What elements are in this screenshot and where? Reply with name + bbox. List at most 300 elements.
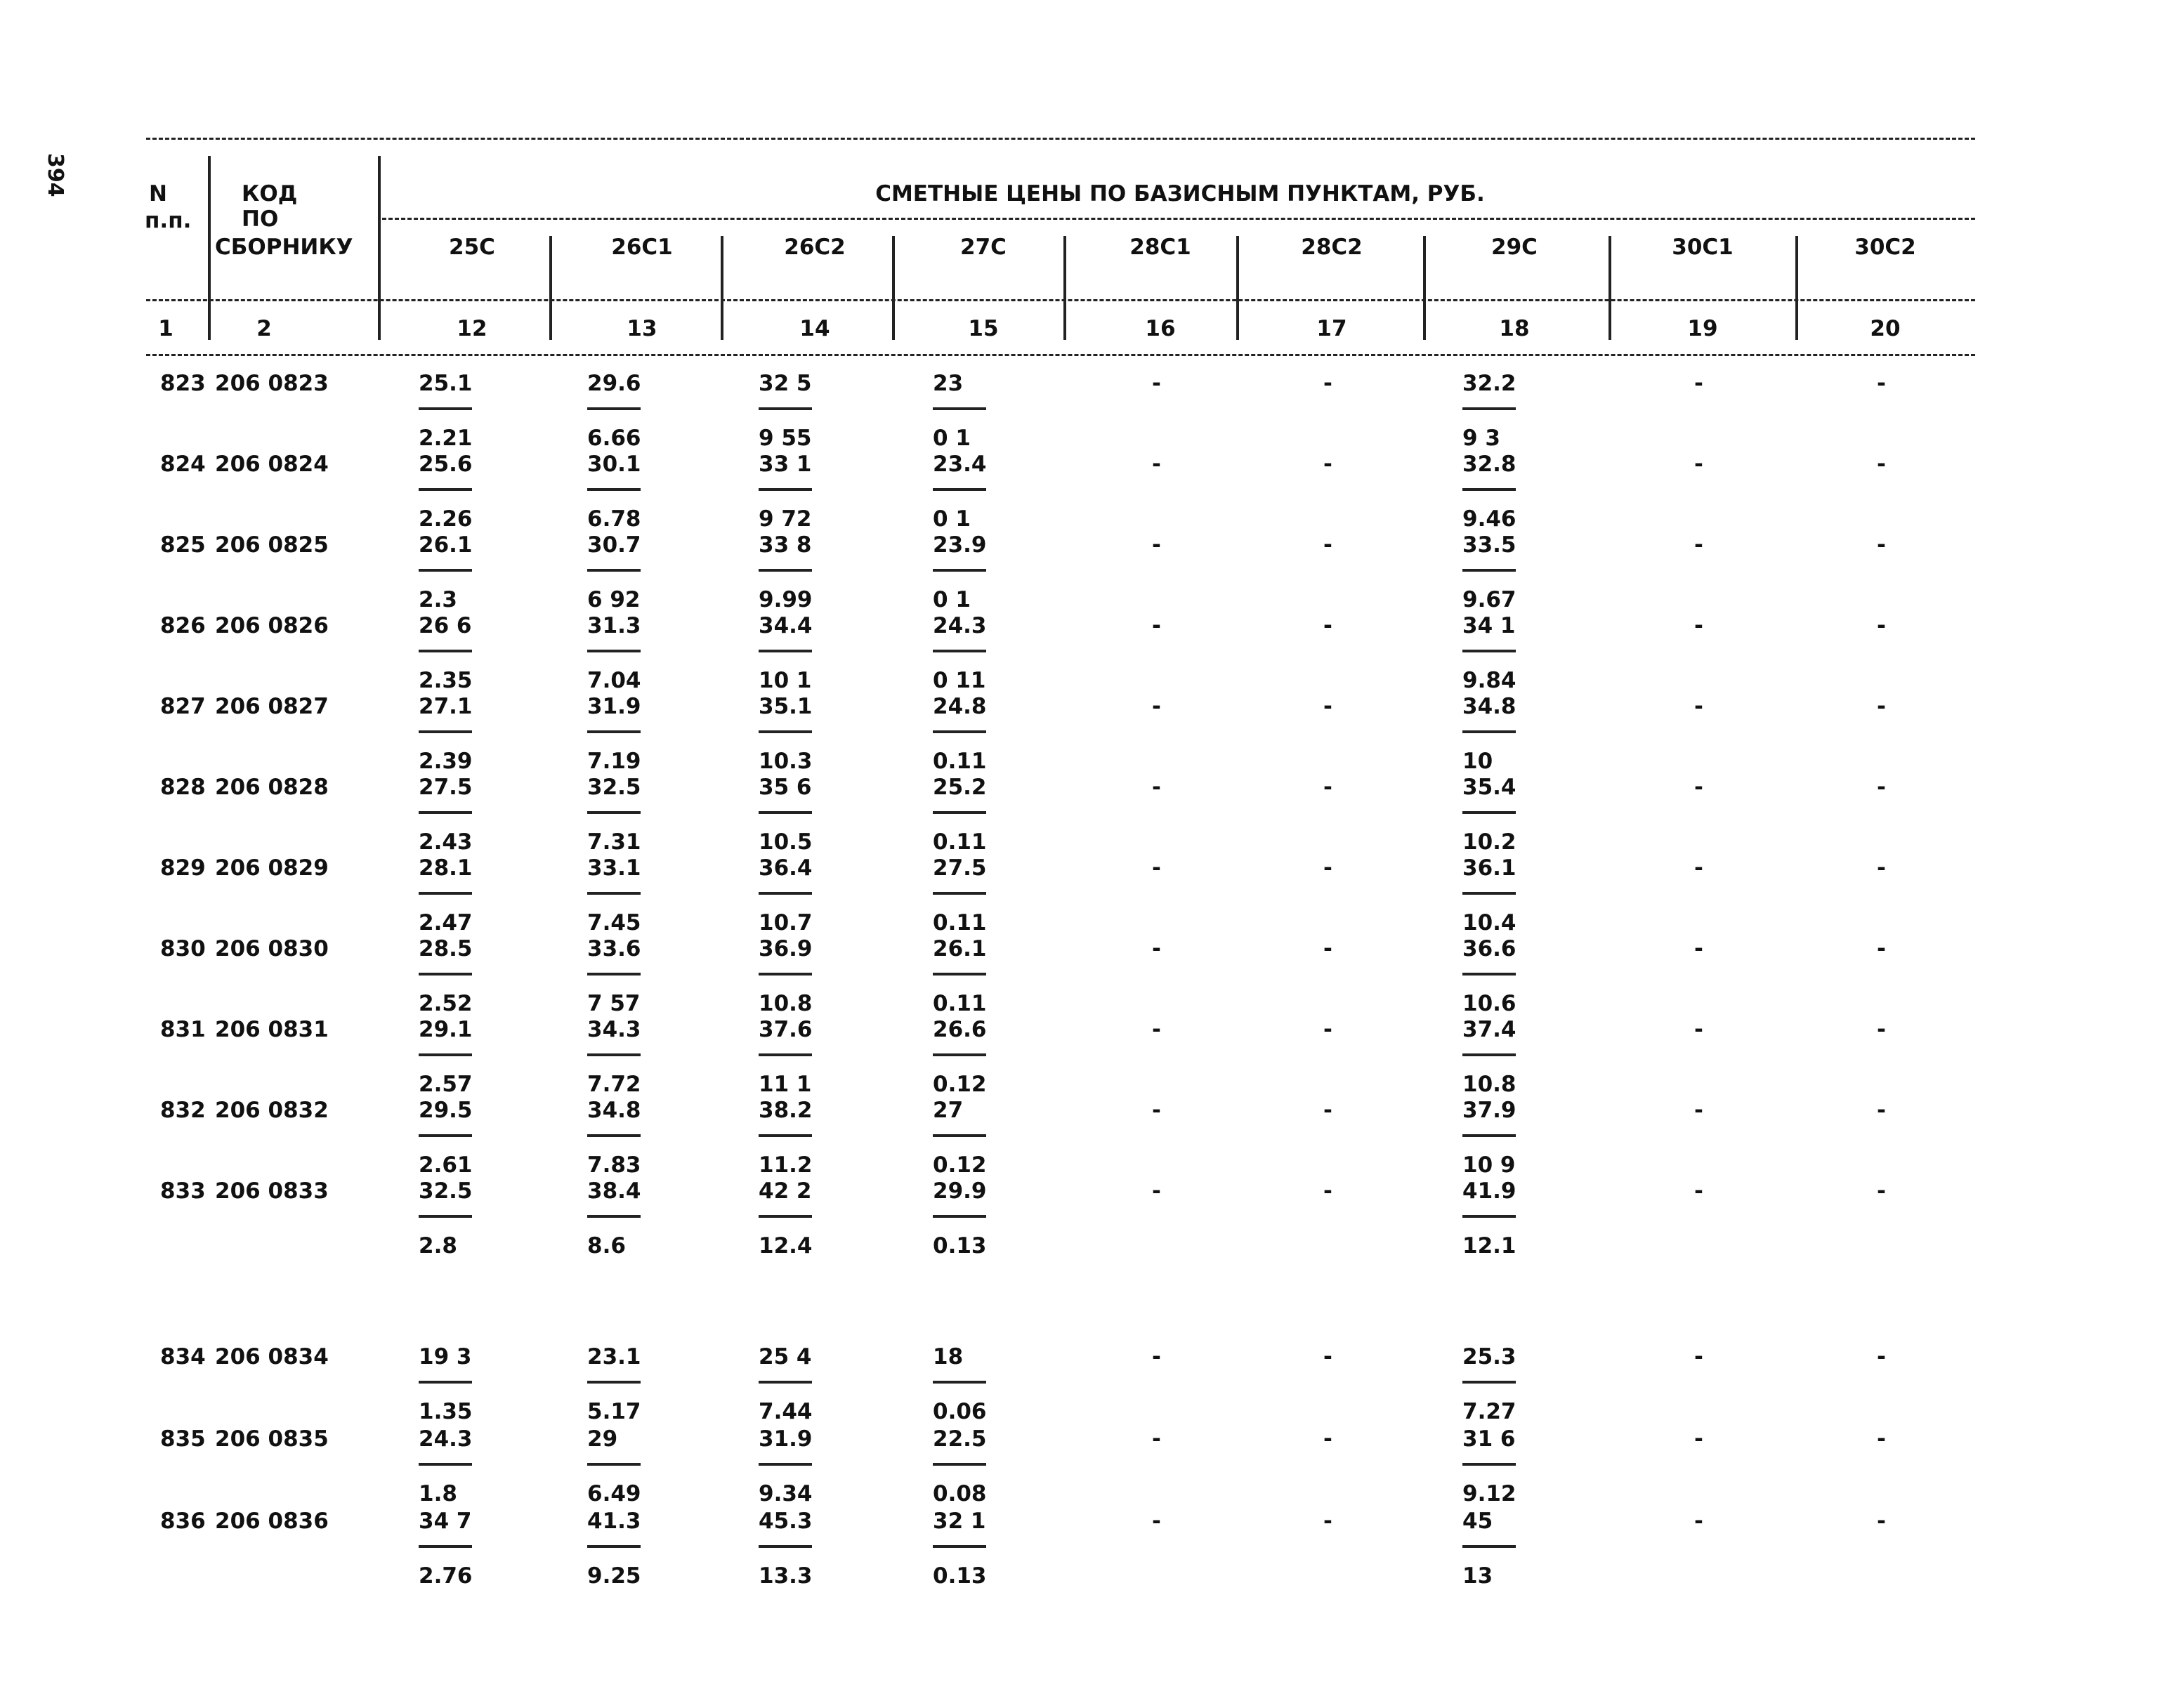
column-number: 20 [1870, 316, 1901, 341]
numbers-bottom-rule [146, 354, 1975, 356]
table-top-rule [146, 138, 1975, 140]
price-subvalue: 13.3 [759, 1563, 813, 1589]
header-separator [721, 236, 723, 340]
column-number: 15 [968, 316, 999, 341]
price-subvalue: 2.26 [419, 506, 473, 532]
column-number: 13 [627, 316, 657, 341]
price-value: 37.4 [1462, 1017, 1516, 1042]
empty-value-dash: - [1323, 532, 1332, 558]
empty-value-dash: - [1694, 1426, 1703, 1452]
fraction-bar [933, 973, 986, 975]
column-heading: 28С2 [1301, 235, 1363, 260]
price-subvalue: 7.04 [587, 668, 641, 693]
empty-value-dash: - [1323, 694, 1332, 719]
price-subvalue: 8.6 [587, 1233, 626, 1259]
empty-value-dash: - [1694, 1017, 1703, 1042]
column-number: 14 [799, 316, 830, 341]
header-pp: п.п. [145, 208, 192, 233]
empty-value-dash: - [1323, 452, 1332, 477]
price-value: 45.3 [759, 1509, 813, 1534]
fraction-bar [759, 811, 812, 814]
row-number: 836 [160, 1509, 206, 1534]
price-subvalue: 11.2 [759, 1152, 813, 1178]
price-subvalue: 2.3 [419, 587, 457, 612]
price-subvalue: 1.35 [419, 1399, 473, 1424]
row-number: 834 [160, 1344, 206, 1369]
price-subvalue: 10.2 [1462, 829, 1516, 855]
price-value: 23.1 [587, 1344, 641, 1369]
price-value: 32.5 [587, 775, 641, 800]
price-subvalue: 11 1 [759, 1072, 812, 1097]
price-value: 32.2 [1462, 371, 1516, 396]
price-subvalue: 2.35 [419, 668, 473, 693]
row-code: 206 0836 [215, 1509, 329, 1534]
price-value: 32.8 [1462, 452, 1516, 477]
column-number: 19 [1687, 316, 1718, 341]
price-subvalue: 0 1 [933, 506, 971, 532]
row-code: 206 0826 [215, 613, 329, 638]
price-subvalue: 2.8 [419, 1233, 457, 1259]
price-value: 24.3 [933, 613, 987, 638]
price-value: 23.9 [933, 532, 987, 558]
price-value: 23 [933, 371, 964, 396]
price-subvalue: 10.8 [1462, 1072, 1516, 1097]
price-subvalue: 6.78 [587, 506, 641, 532]
price-subvalue: 7.45 [587, 910, 641, 935]
fraction-bar [759, 1053, 812, 1056]
price-value: 33.6 [587, 936, 641, 961]
price-subvalue: 0.08 [933, 1481, 987, 1506]
price-subvalue: 9.34 [759, 1481, 813, 1506]
header-code-po: ПО [242, 206, 279, 232]
row-code: 206 0834 [215, 1344, 329, 1369]
fraction-bar [419, 1545, 472, 1548]
price-subvalue: 7.27 [1462, 1399, 1516, 1424]
fraction-bar [587, 1381, 641, 1384]
price-subvalue: 10.5 [759, 829, 813, 855]
price-subvalue: 10 9 [1462, 1152, 1516, 1178]
price-value: 26.1 [419, 532, 473, 558]
price-value: 29.1 [419, 1017, 473, 1042]
fraction-bar [419, 407, 472, 410]
fraction-bar [759, 892, 812, 895]
fraction-bar [1462, 730, 1516, 733]
price-value: 27.5 [419, 775, 473, 800]
empty-value-dash: - [1694, 371, 1703, 396]
price-value: 38.2 [759, 1098, 813, 1123]
price-value: 31.3 [587, 613, 641, 638]
empty-value-dash: - [1323, 936, 1332, 961]
fraction-bar [587, 892, 641, 895]
price-value: 25.2 [933, 775, 987, 800]
price-value: 31.9 [759, 1426, 813, 1452]
empty-value-dash: - [1877, 452, 1886, 477]
fraction-bar [587, 730, 641, 733]
row-code: 206 0829 [215, 855, 329, 881]
empty-value-dash: - [1152, 371, 1161, 396]
fraction-bar [587, 569, 641, 572]
fraction-bar [1462, 892, 1516, 895]
price-subvalue: 10 1 [759, 668, 812, 693]
fraction-bar [933, 650, 986, 652]
price-subvalue: 10 [1462, 749, 1493, 774]
fraction-bar [759, 569, 812, 572]
price-value: 26 6 [419, 613, 472, 638]
price-subvalue: 5.17 [587, 1399, 641, 1424]
price-value: 25.6 [419, 452, 473, 477]
empty-value-dash: - [1152, 1098, 1161, 1123]
fraction-bar [933, 1545, 986, 1548]
price-subvalue: 6.66 [587, 426, 641, 451]
row-code: 206 0832 [215, 1098, 329, 1123]
fraction-bar [933, 1053, 986, 1056]
empty-value-dash: - [1323, 1344, 1332, 1369]
empty-value-dash: - [1152, 694, 1161, 719]
row-number: 823 [160, 371, 206, 396]
price-value: 29.5 [419, 1098, 473, 1123]
price-value: 29 [587, 1426, 618, 1452]
price-subvalue: 9 55 [759, 426, 812, 451]
row-code: 206 0827 [215, 694, 329, 719]
header-separator [1423, 236, 1426, 340]
price-value: 31.9 [587, 694, 641, 719]
price-value: 41.9 [1462, 1178, 1516, 1204]
fraction-bar [933, 892, 986, 895]
price-subvalue: 0.11 [933, 749, 987, 774]
price-value: 36.4 [759, 855, 813, 881]
price-subvalue: 0.11 [933, 910, 987, 935]
fraction-bar [419, 730, 472, 733]
price-subvalue: 7 57 [587, 991, 641, 1016]
row-number: 825 [160, 532, 206, 558]
column-heading: 25С [449, 235, 495, 260]
price-value: 33 8 [759, 532, 812, 558]
empty-value-dash: - [1877, 1178, 1886, 1204]
fraction-bar [419, 1463, 472, 1466]
column-number: 2 [256, 316, 272, 341]
fraction-bar [1462, 407, 1516, 410]
empty-value-dash: - [1323, 371, 1332, 396]
price-subvalue: 6 92 [587, 587, 641, 612]
row-code: 206 0823 [215, 371, 329, 396]
column-number: 1 [158, 316, 173, 341]
fraction-bar [419, 892, 472, 895]
fraction-bar [759, 407, 812, 410]
price-subvalue: 9.12 [1462, 1481, 1516, 1506]
empty-value-dash: - [1694, 855, 1703, 881]
header-separator [208, 156, 211, 340]
fraction-bar [933, 811, 986, 814]
price-value: 36.6 [1462, 936, 1516, 961]
fraction-bar [759, 488, 812, 491]
empty-value-dash: - [1694, 532, 1703, 558]
price-subvalue: 2.43 [419, 829, 473, 855]
header-separator [892, 236, 895, 340]
fraction-bar [1462, 1215, 1516, 1218]
empty-value-dash: - [1694, 452, 1703, 477]
empty-value-dash: - [1877, 371, 1886, 396]
fraction-bar [759, 730, 812, 733]
empty-value-dash: - [1694, 613, 1703, 638]
column-heading: 28С1 [1129, 235, 1191, 260]
fraction-bar [587, 1545, 641, 1548]
price-subvalue: 10.8 [759, 991, 813, 1016]
row-number: 835 [160, 1426, 206, 1452]
empty-value-dash: - [1152, 1017, 1161, 1042]
empty-value-dash: - [1694, 936, 1703, 961]
price-subvalue: 2.52 [419, 991, 473, 1016]
fraction-bar [587, 1215, 641, 1218]
price-value: 30.7 [587, 532, 641, 558]
fraction-bar [933, 1463, 986, 1466]
fraction-bar [1462, 1463, 1516, 1466]
price-subvalue: 2.57 [419, 1072, 473, 1097]
fraction-bar [1462, 488, 1516, 491]
row-code: 206 0825 [215, 532, 329, 558]
fraction-bar [1462, 1381, 1516, 1384]
header-n: N [149, 181, 167, 206]
price-value: 36.1 [1462, 855, 1516, 881]
row-code: 206 0835 [215, 1426, 329, 1452]
price-value: 30.1 [587, 452, 641, 477]
empty-value-dash: - [1694, 694, 1703, 719]
empty-value-dash: - [1152, 936, 1161, 961]
column-heading: 30С2 [1854, 235, 1916, 260]
price-value: 34 7 [419, 1509, 472, 1534]
price-value: 27 [933, 1098, 964, 1123]
row-code: 206 0831 [215, 1017, 329, 1042]
empty-value-dash: - [1877, 1344, 1886, 1369]
price-value: 22.5 [933, 1426, 987, 1452]
fraction-bar [759, 1134, 812, 1137]
price-subvalue: 0.12 [933, 1072, 987, 1097]
column-heading: 29С [1491, 235, 1538, 260]
empty-value-dash: - [1323, 1178, 1332, 1204]
price-value: 28.5 [419, 936, 473, 961]
empty-value-dash: - [1152, 855, 1161, 881]
fraction-bar [933, 407, 986, 410]
price-value: 24.8 [933, 694, 987, 719]
empty-value-dash: - [1694, 1178, 1703, 1204]
price-value: 25 4 [759, 1344, 812, 1369]
price-value: 33 1 [759, 452, 812, 477]
empty-value-dash: - [1323, 855, 1332, 881]
price-subvalue: 10.7 [759, 910, 813, 935]
header-separator [1795, 236, 1798, 340]
row-number: 831 [160, 1017, 206, 1042]
empty-value-dash: - [1877, 613, 1886, 638]
fraction-bar [419, 973, 472, 975]
price-value: 25.1 [419, 371, 473, 396]
price-subvalue: 0 1 [933, 426, 971, 451]
column-number: 12 [457, 316, 487, 341]
price-subvalue: 10.6 [1462, 991, 1516, 1016]
row-code: 206 0828 [215, 775, 329, 800]
empty-value-dash: - [1152, 1426, 1161, 1452]
price-value: 37.9 [1462, 1098, 1516, 1123]
price-value: 35 6 [759, 775, 812, 800]
header-separator [1063, 236, 1066, 340]
price-value: 27.5 [933, 855, 987, 881]
header-separator [378, 156, 381, 340]
fraction-bar [419, 569, 472, 572]
empty-value-dash: - [1877, 775, 1886, 800]
price-value: 35.4 [1462, 775, 1516, 800]
price-subvalue: 6.49 [587, 1481, 641, 1506]
fraction-bar [1462, 650, 1516, 652]
fraction-bar [1462, 811, 1516, 814]
fraction-bar [419, 650, 472, 652]
price-subvalue: 9.25 [587, 1563, 641, 1589]
group-title-rule [382, 218, 1975, 220]
price-value: 38.4 [587, 1178, 641, 1204]
empty-value-dash: - [1152, 775, 1161, 800]
empty-value-dash: - [1877, 694, 1886, 719]
price-subvalue: 0 11 [933, 668, 986, 693]
fraction-bar [419, 1053, 472, 1056]
price-value: 41.3 [587, 1509, 641, 1534]
price-value: 32.5 [419, 1178, 473, 1204]
price-value: 36.9 [759, 936, 813, 961]
empty-value-dash: - [1152, 1509, 1161, 1534]
empty-value-dash: - [1323, 775, 1332, 800]
empty-value-dash: - [1694, 775, 1703, 800]
price-subvalue: 2.39 [419, 749, 473, 774]
empty-value-dash: - [1877, 1017, 1886, 1042]
price-subvalue: 0.13 [933, 1563, 987, 1589]
column-heading: 26С2 [784, 235, 846, 260]
price-subvalue: 12.4 [759, 1233, 813, 1259]
fraction-bar [759, 1545, 812, 1548]
row-code: 206 0833 [215, 1178, 329, 1204]
fraction-bar [933, 1215, 986, 1218]
price-value: 37.6 [759, 1017, 813, 1042]
empty-value-dash: - [1877, 936, 1886, 961]
empty-value-dash: - [1323, 1017, 1332, 1042]
price-subvalue: 9 3 [1462, 426, 1500, 451]
fraction-bar [419, 811, 472, 814]
price-value: 34.8 [1462, 694, 1516, 719]
empty-value-dash: - [1323, 1098, 1332, 1123]
empty-value-dash: - [1694, 1344, 1703, 1369]
fraction-bar [933, 1381, 986, 1384]
price-value: 34.4 [759, 613, 813, 638]
row-number: 832 [160, 1098, 206, 1123]
empty-value-dash: - [1152, 1344, 1161, 1369]
fraction-bar [419, 488, 472, 491]
row-code: 206 0830 [215, 936, 329, 961]
price-value: 33.1 [587, 855, 641, 881]
empty-value-dash: - [1877, 855, 1886, 881]
price-value: 31 6 [1462, 1426, 1516, 1452]
price-value: 27.1 [419, 694, 473, 719]
column-heading: 30С1 [1672, 235, 1734, 260]
price-value: 42 2 [759, 1178, 812, 1204]
price-value: 34 1 [1462, 613, 1516, 638]
header-separator [549, 236, 552, 340]
price-subvalue: 9.46 [1462, 506, 1516, 532]
price-value: 25.3 [1462, 1344, 1516, 1369]
fraction-bar [933, 569, 986, 572]
empty-value-dash: - [1323, 613, 1332, 638]
header-separator [1609, 236, 1611, 340]
price-value: 33.5 [1462, 532, 1516, 558]
page-number: 394 [43, 153, 67, 197]
fraction-bar [759, 1381, 812, 1384]
price-value: 28.1 [419, 855, 473, 881]
header-group-title: СМЕТНЫЕ ЦЕНЫ ПО БАЗИСНЫМ ПУНКТАМ, РУБ. [875, 181, 1485, 206]
fraction-bar [759, 973, 812, 975]
price-subvalue: 10.4 [1462, 910, 1516, 935]
price-value: 34.8 [587, 1098, 641, 1123]
fraction-bar [419, 1134, 472, 1137]
price-value: 18 [933, 1344, 964, 1369]
price-subvalue: 12.1 [1462, 1233, 1516, 1259]
price-value: 45 [1462, 1509, 1493, 1534]
empty-value-dash: - [1694, 1098, 1703, 1123]
fraction-bar [587, 407, 641, 410]
header-code: КОД [242, 181, 298, 206]
price-subvalue: 0.06 [933, 1399, 987, 1424]
price-value: 32 5 [759, 371, 812, 396]
price-subvalue: 2.21 [419, 426, 473, 451]
column-number: 16 [1145, 316, 1176, 341]
price-value: 29.9 [933, 1178, 987, 1204]
empty-value-dash: - [1877, 1098, 1886, 1123]
price-subvalue: 0.13 [933, 1233, 987, 1259]
price-value: 35.1 [759, 694, 813, 719]
fraction-bar [759, 1215, 812, 1218]
column-number: 17 [1316, 316, 1347, 341]
price-subvalue: 13 [1462, 1563, 1493, 1589]
price-subvalue: 2.76 [419, 1563, 473, 1589]
row-number: 833 [160, 1178, 206, 1204]
price-subvalue: 0.11 [933, 991, 987, 1016]
price-subvalue: 2.47 [419, 910, 473, 935]
row-number: 829 [160, 855, 206, 881]
price-value: 19 3 [419, 1344, 472, 1369]
price-subvalue: 7.72 [587, 1072, 641, 1097]
column-heading: 26С1 [611, 235, 673, 260]
fraction-bar [419, 1215, 472, 1218]
row-number: 826 [160, 613, 206, 638]
fraction-bar [587, 973, 641, 975]
price-subvalue: 10.3 [759, 749, 813, 774]
price-subvalue: 9 72 [759, 506, 812, 532]
row-number: 828 [160, 775, 206, 800]
fraction-bar [587, 488, 641, 491]
fraction-bar [1462, 1545, 1516, 1548]
column-heading: 27С [960, 235, 1007, 260]
price-value: 26.6 [933, 1017, 987, 1042]
fraction-bar [587, 1463, 641, 1466]
price-subvalue: 0 1 [933, 587, 971, 612]
price-subvalue: 7.83 [587, 1152, 641, 1178]
fraction-bar [1462, 569, 1516, 572]
fraction-bar [1462, 1134, 1516, 1137]
price-value: 26.1 [933, 936, 987, 961]
price-subvalue: 9.67 [1462, 587, 1516, 612]
price-subvalue: 2.61 [419, 1152, 473, 1178]
price-value: 23.4 [933, 452, 987, 477]
empty-value-dash: - [1152, 532, 1161, 558]
price-subvalue: 7.31 [587, 829, 641, 855]
header-code-sbornik: СБОРНИКУ [215, 235, 353, 260]
price-subvalue: 0.11 [933, 829, 987, 855]
row-number: 827 [160, 694, 206, 719]
fraction-bar [759, 650, 812, 652]
fraction-bar [587, 1134, 641, 1137]
